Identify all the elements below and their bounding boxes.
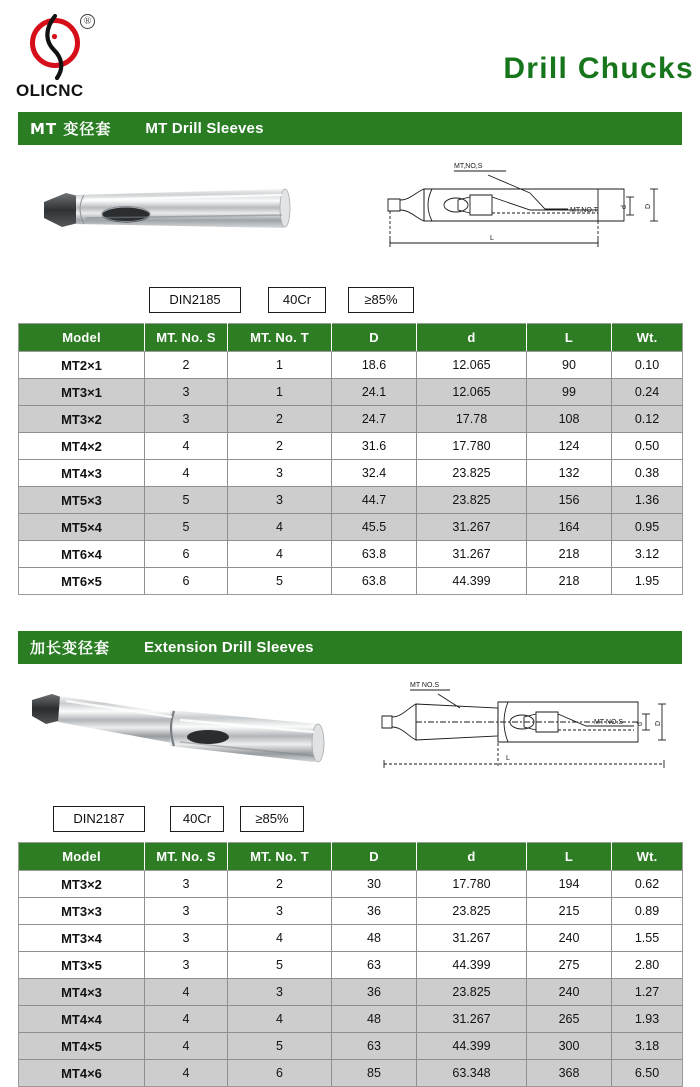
cell-model: MT2×1 [19, 352, 145, 379]
mt-drill-sleeve-photo [26, 155, 326, 265]
table-row [19, 541, 683, 568]
cell-value: 48 [332, 1006, 417, 1033]
cell-model: MT5×3 [19, 487, 145, 514]
cell-value: 275 [527, 952, 612, 979]
drawing-label-l: L [490, 235, 494, 242]
badge-material-2: 40Cr [170, 806, 224, 832]
col-mt-no-s-2: MT. No. S [145, 843, 228, 871]
spec-badges-2 [18, 802, 682, 842]
cell-value: 0.24 [612, 379, 683, 406]
logo-mark-icon [24, 14, 102, 80]
cell-value: 132 [527, 460, 612, 487]
cell-value: 45.5 [332, 514, 417, 541]
cell-value: 3 [145, 871, 228, 898]
cell-value: 218 [527, 568, 612, 595]
spec-badges-1 [18, 283, 682, 323]
cell-value: 32.4 [332, 460, 417, 487]
cell-value: 3.12 [612, 541, 683, 568]
cell-model: MT4×2 [19, 433, 145, 460]
table-row [19, 979, 683, 1006]
cell-model: MT6×4 [19, 541, 145, 568]
cell-value: 2 [145, 352, 228, 379]
cell-value: 3 [145, 379, 228, 406]
cell-value: 218 [527, 541, 612, 568]
cell-value: 23.825 [417, 460, 527, 487]
technical-drawing-1 [380, 147, 680, 265]
col-model: Model [19, 324, 145, 352]
cell-value: 0.10 [612, 352, 683, 379]
col-mt-no-s: MT. No. S [145, 324, 228, 352]
cell-value: 156 [527, 487, 612, 514]
cell-value: 215 [527, 898, 612, 925]
cell-value: 36 [332, 979, 417, 1006]
extension-drill-sleeve-photo [18, 670, 348, 780]
table-row [19, 952, 683, 979]
cell-value: 124 [527, 433, 612, 460]
cell-value: 3 [145, 406, 228, 433]
cell-value: 2 [228, 433, 332, 460]
section-header-mt-drill-sleeves [18, 112, 682, 145]
cell-value: 3 [228, 487, 332, 514]
col-d-large-2: D [332, 843, 417, 871]
table-body-2 [19, 871, 683, 1087]
cell-value: 5 [228, 568, 332, 595]
cell-value: 1.95 [612, 568, 683, 595]
cell-value: 4 [145, 1060, 228, 1087]
cell-model: MT3×5 [19, 952, 145, 979]
cell-value: 63.348 [417, 1060, 527, 1087]
badge-standard: DIN2185 [149, 287, 241, 313]
table-header-row [19, 324, 683, 352]
cell-value: 90 [527, 352, 612, 379]
cell-value: 164 [527, 514, 612, 541]
cell-value: 240 [527, 979, 612, 1006]
col-d-large: D [332, 324, 417, 352]
cell-value: 3 [228, 979, 332, 1006]
col-length-2: L [527, 843, 612, 871]
cell-value: 24.1 [332, 379, 417, 406]
cell-value: 1 [228, 379, 332, 406]
cell-value: 6 [145, 568, 228, 595]
cell-value: 1.55 [612, 925, 683, 952]
drawing-label-mt-no-t: MT,NO,T [570, 207, 598, 214]
cell-value: 0.12 [612, 406, 683, 433]
cell-value: 99 [527, 379, 612, 406]
col-weight: Wt. [612, 324, 683, 352]
drawing-label-mt-no-s: MT,NO,S [454, 163, 483, 170]
cell-value: 44.399 [417, 1033, 527, 1060]
drawing-label-d-small: d [621, 205, 628, 209]
cell-value: 4 [145, 1006, 228, 1033]
cell-value: 3 [145, 952, 228, 979]
cell-model: MT3×2 [19, 406, 145, 433]
cell-value: 31.267 [417, 541, 527, 568]
cell-value: 2 [228, 406, 332, 433]
cell-model: MT3×1 [19, 379, 145, 406]
badge-hardness-2: ≥85% [240, 806, 304, 832]
cell-value: 368 [527, 1060, 612, 1087]
cell-model: MT4×3 [19, 460, 145, 487]
cell-value: 48 [332, 925, 417, 952]
cell-value: 4 [228, 541, 332, 568]
section-title-en: MT Drill Sleeves [145, 120, 264, 137]
product-media-row-2 [18, 664, 682, 802]
cell-value: 63 [332, 1033, 417, 1060]
cell-value: 1.36 [612, 487, 683, 514]
badge-hardness: ≥85% [348, 287, 414, 313]
drawing-label-d-large: D [645, 203, 652, 209]
cell-value: 300 [527, 1033, 612, 1060]
cell-value: 63.8 [332, 541, 417, 568]
table-row [19, 514, 683, 541]
cell-value: 31.267 [417, 1006, 527, 1033]
cell-value: 17.780 [417, 433, 527, 460]
cell-value: 1 [228, 352, 332, 379]
col-weight-2: Wt. [612, 843, 683, 871]
cell-value: 4 [228, 925, 332, 952]
cell-value: 4 [228, 1006, 332, 1033]
cell-value: 24.7 [332, 406, 417, 433]
brand-logo[interactable] [16, 14, 126, 106]
table-row [19, 379, 683, 406]
cell-value: 5 [228, 952, 332, 979]
cell-model: MT6×5 [19, 568, 145, 595]
section-title-cn-2: 加长变径套 [30, 639, 111, 657]
cell-value: 265 [527, 1006, 612, 1033]
cell-value: 5 [145, 487, 228, 514]
cell-value: 0.89 [612, 898, 683, 925]
cell-value: 0.95 [612, 514, 683, 541]
cell-value: 6 [145, 541, 228, 568]
drawing-label-l-2: L [506, 755, 510, 762]
cell-value: 31.267 [417, 925, 527, 952]
cell-value: 36 [332, 898, 417, 925]
table-row [19, 460, 683, 487]
cell-value: 2.80 [612, 952, 683, 979]
table-row [19, 487, 683, 514]
cell-value: 17.780 [417, 871, 527, 898]
cell-value: 6.50 [612, 1060, 683, 1087]
section-title-cn: MT 变径套 [30, 120, 112, 138]
cell-value: 44.399 [417, 952, 527, 979]
cell-model: MT3×4 [19, 925, 145, 952]
badge-standard-2: DIN2187 [53, 806, 145, 832]
cell-value: 3 [145, 925, 228, 952]
drawing-label-mt-no-s-2a: MT NO.S [410, 682, 440, 689]
cell-value: 4 [145, 433, 228, 460]
cell-value: 23.825 [417, 979, 527, 1006]
cell-value: 4 [228, 514, 332, 541]
spec-table-mt-drill-sleeves [18, 323, 683, 595]
cell-value: 0.38 [612, 460, 683, 487]
cell-model: MT3×2 [19, 871, 145, 898]
cell-value: 2 [228, 871, 332, 898]
cell-value: 3.18 [612, 1033, 683, 1060]
page-header [0, 0, 700, 112]
cell-value: 4 [145, 1033, 228, 1060]
cell-value: 85 [332, 1060, 417, 1087]
table-row [19, 871, 683, 898]
cell-value: 3 [228, 460, 332, 487]
cell-value: 194 [527, 871, 612, 898]
cell-model: MT4×6 [19, 1060, 145, 1087]
cell-value: 6 [228, 1060, 332, 1087]
cell-value: 240 [527, 925, 612, 952]
cell-value: 31.6 [332, 433, 417, 460]
col-d-small: d [417, 324, 527, 352]
cell-value: 12.065 [417, 379, 527, 406]
table-body-1 [19, 352, 683, 595]
cell-value: 0.62 [612, 871, 683, 898]
col-model-2: Model [19, 843, 145, 871]
technical-drawing-2 [376, 664, 676, 782]
table-row [19, 1006, 683, 1033]
col-length: L [527, 324, 612, 352]
registered-mark-icon: ® [80, 14, 95, 29]
section-header-extension-drill-sleeves [18, 631, 682, 664]
cell-model: MT4×3 [19, 979, 145, 1006]
spec-table-extension-drill-sleeves [18, 842, 683, 1087]
col-d-small-2: d [417, 843, 527, 871]
cell-value: 4 [145, 460, 228, 487]
cell-model: MT3×3 [19, 898, 145, 925]
cell-value: 1.27 [612, 979, 683, 1006]
cell-value: 23.825 [417, 487, 527, 514]
cell-value: 5 [228, 1033, 332, 1060]
col-mt-no-t-2: MT. No. T [228, 843, 332, 871]
cell-value: 3 [145, 898, 228, 925]
cell-value: 108 [527, 406, 612, 433]
table-row [19, 1033, 683, 1060]
cell-value: 30 [332, 871, 417, 898]
cell-value: 0.50 [612, 433, 683, 460]
drawing-label-mt-no-s-2b: MT NO.S [594, 719, 624, 726]
table-row [19, 352, 683, 379]
drawing-label-d-small-2: d [637, 722, 644, 726]
table-row [19, 1060, 683, 1087]
table-row [19, 568, 683, 595]
badge-material: 40Cr [268, 287, 326, 313]
cell-model: MT4×4 [19, 1006, 145, 1033]
table-header-row-2 [19, 843, 683, 871]
product-media-row-1 [18, 145, 682, 283]
table-row [19, 406, 683, 433]
cell-value: 23.825 [417, 898, 527, 925]
cell-model: MT5×4 [19, 514, 145, 541]
section-title-en-2: Extension Drill Sleeves [144, 639, 314, 656]
table-row [19, 925, 683, 952]
cell-value: 3 [228, 898, 332, 925]
table-row [19, 898, 683, 925]
page-title: Drill Chucks [503, 52, 694, 85]
cell-value: 1.93 [612, 1006, 683, 1033]
cell-value: 18.6 [332, 352, 417, 379]
table-row [19, 433, 683, 460]
cell-value: 4 [145, 979, 228, 1006]
cell-model: MT4×5 [19, 1033, 145, 1060]
col-mt-no-t: MT. No. T [228, 324, 332, 352]
cell-value: 17.78 [417, 406, 527, 433]
cell-value: 44.7 [332, 487, 417, 514]
cell-value: 12.065 [417, 352, 527, 379]
cell-value: 63.8 [332, 568, 417, 595]
cell-value: 44.399 [417, 568, 527, 595]
cell-value: 63 [332, 952, 417, 979]
cell-value: 31.267 [417, 514, 527, 541]
cell-value: 5 [145, 514, 228, 541]
drawing-label-d-large-2: D [655, 720, 662, 726]
brand-name: OLICNC [16, 81, 84, 100]
